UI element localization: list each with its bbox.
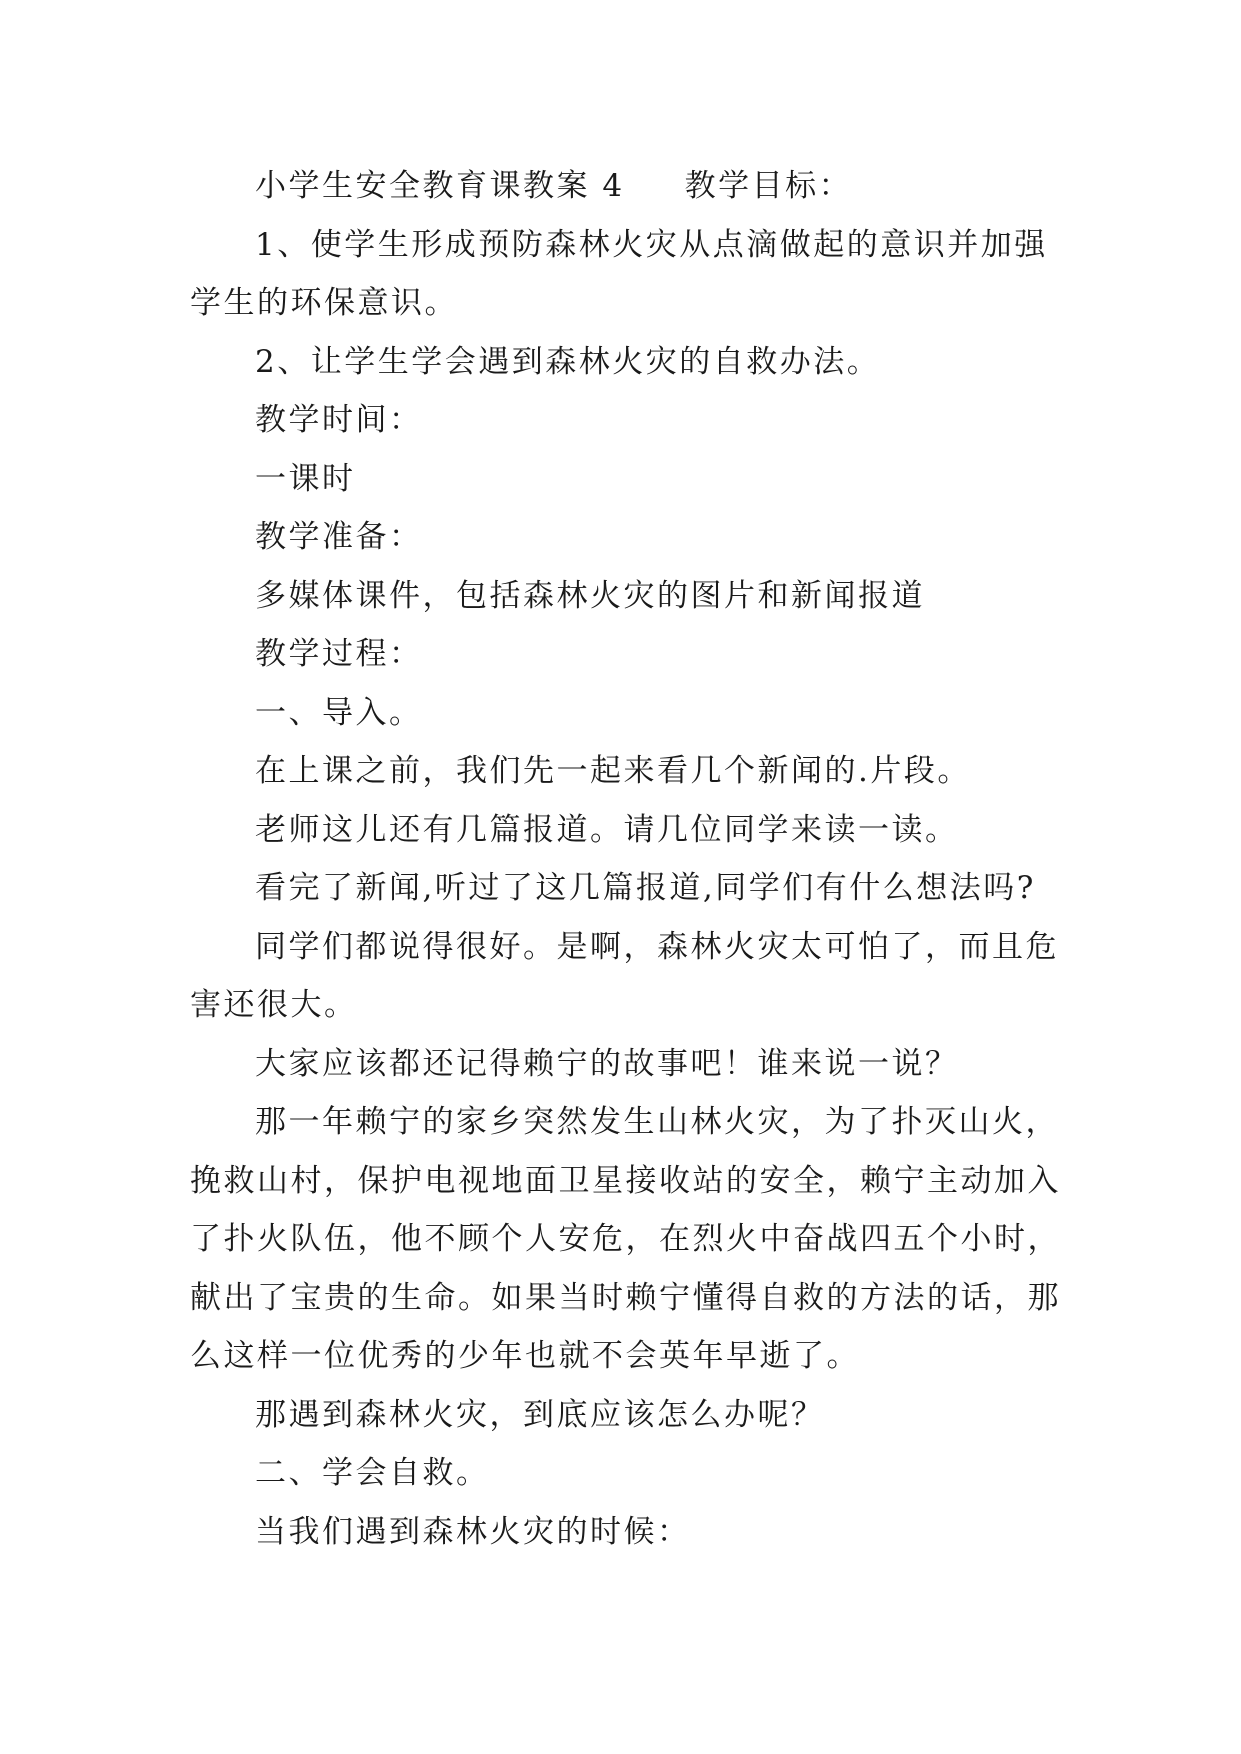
- text-line-obj1-b: 学生的环保意识。: [190, 285, 458, 321]
- text-line-l6-b: 挽救山村，保护电视地面卫星接收站的安全，赖宁主动加入: [190, 1162, 1061, 1199]
- text-line-l6-c: 了扑火队伍，他不顾个人安危，在烈火中奋战四五个小时，: [190, 1221, 1061, 1257]
- text-line-l2: 老师这儿还有几篇报道。请几位同学来读一读。: [255, 811, 959, 848]
- text-line-l6-a: 那一年赖宁的家乡突然发生山林火灾，为了扑灭山火，: [255, 1104, 1059, 1140]
- text-line-l4-a: 同学们都说得很好。是啊，森林火灾太可怕了，而且危: [255, 928, 1059, 965]
- objectives-heading: 教学目标：: [684, 168, 853, 204]
- text-line-obj2: 2、让学生学会遇到森林火灾的自救办法。: [255, 343, 881, 380]
- title-line: [190, 157, 1060, 216]
- text-line-l5: 大家应该都还记得赖宁的故事吧！谁来说一说？: [255, 1045, 959, 1082]
- text-line-l8: 当我们遇到森林火灾的时候：: [255, 1513, 691, 1550]
- text-line-l1: 在上课之前，我们先一起来看几个新闻的.片段。: [255, 753, 971, 789]
- paragraph-lines: [190, 216, 1060, 1562]
- text-line-time-value: 一课时: [255, 460, 356, 497]
- text-line-prep-value: 多媒体课件，包括森林火灾的图片和新闻报道: [255, 577, 925, 614]
- text-line-l6-d: 献出了宝贵的生命。如果当时赖宁懂得自救的方法的话，那: [190, 1279, 1061, 1316]
- text-line-step2: 二、学会自救。: [255, 1455, 490, 1491]
- text-line-prep-heading: 教学准备：: [255, 519, 423, 555]
- text-line-step1: 一、导入。: [255, 694, 423, 731]
- text-line-l4-b: 害还很大。: [190, 987, 358, 1023]
- text-line-l3: 看完了新闻,听过了这几篇报道,同学们有什么想法吗?: [255, 870, 1036, 906]
- text-line-time-heading: 教学时间：: [255, 402, 423, 438]
- text-line-process-heading: 教学过程：: [255, 636, 423, 672]
- document-body: [190, 157, 1060, 1561]
- document-title: 小学生安全教育课教案 4: [255, 168, 625, 204]
- text-line-l7: 那遇到森林火灾，到底应该怎么办呢？: [255, 1396, 825, 1433]
- text-line-obj1-a: 1、使学生形成预防森林火灾从点滴做起的意识并加强: [255, 226, 1048, 263]
- text-line-l6-e: 么这样一位优秀的少年也就不会英年早逝了。: [190, 1338, 860, 1374]
